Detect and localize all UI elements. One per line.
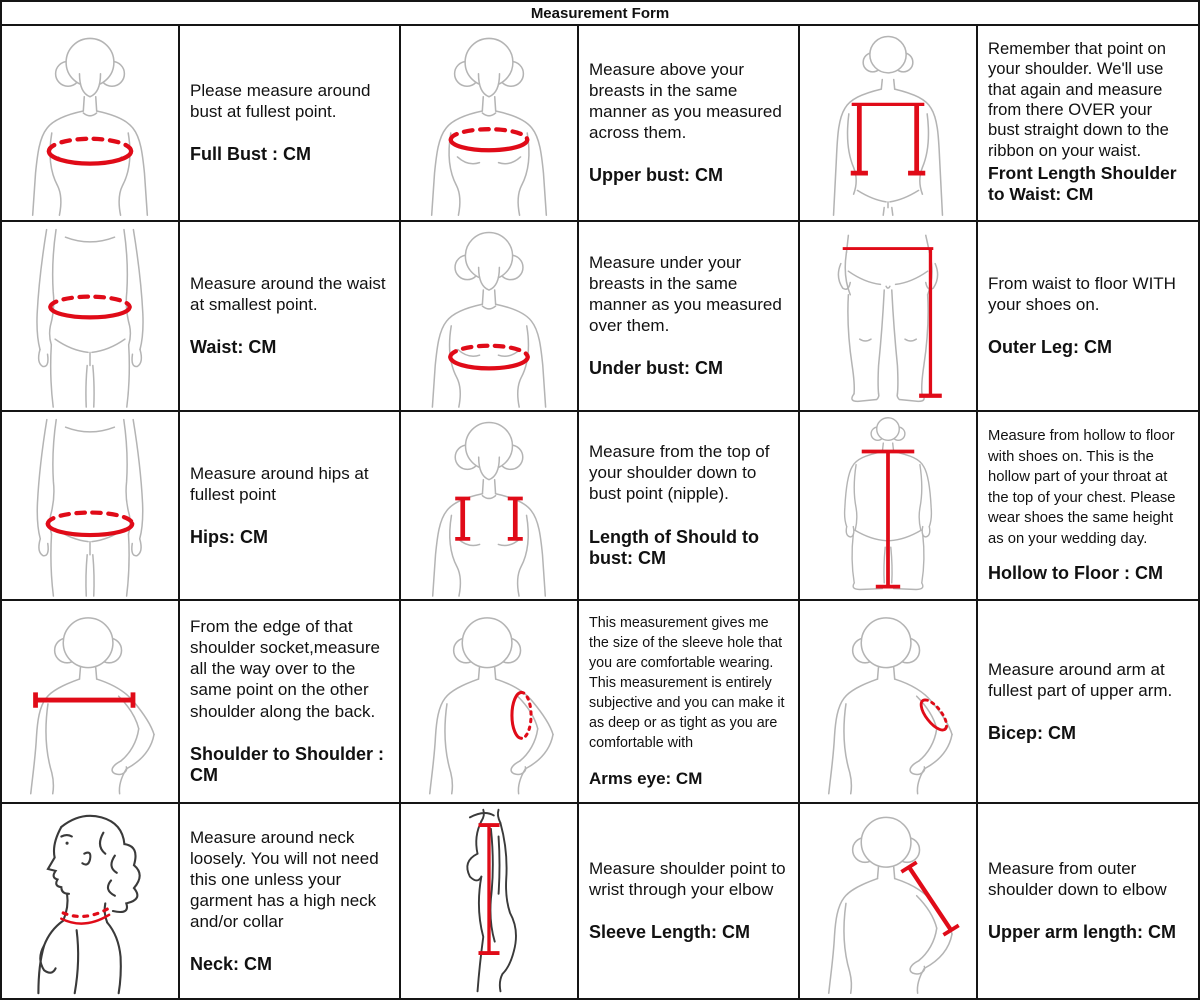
- arms-eye-instruction-cell: [579, 601, 800, 804]
- measurement-label: Shoulder to Shoulder : CM: [190, 743, 384, 786]
- measurement-description: Measure shoulder point to wrist through your elbow: [589, 859, 786, 900]
- waist-instruction-cell: [180, 222, 401, 412]
- front-length-figure: [800, 26, 978, 222]
- measurement-label: Hips: CM: [190, 526, 268, 547]
- measurement-description: This measurement gives me the size of the sleeve hole that you are comfortable wearing. This measurement is entirely subjective and you can make it as deep or as tight as you are comfortable with: [589, 615, 785, 752]
- bicep-instruction-cell: [978, 601, 1198, 804]
- hips-figure: [2, 412, 180, 601]
- measurement-label: Length of Should to bust: CM: [589, 526, 759, 569]
- measurement-label: Waist: CM: [190, 337, 277, 358]
- measurement-description: Measure around neck loosely. You will not need this one unless your garment has a high neck and/or collar: [190, 827, 379, 931]
- measurement-label: Outer Leg: CM: [988, 337, 1112, 358]
- measurement-label: Neck: CM: [190, 953, 273, 974]
- sleeve-length-instruction-cell: [579, 804, 800, 998]
- measurement-description: Measure from outer shoulder down to elbow: [988, 859, 1167, 900]
- under-bust-instruction-cell: [579, 222, 800, 412]
- full-bust-figure: [2, 26, 180, 222]
- measurement-description: Measure above your breasts in the same manner as you measured across them.: [589, 60, 782, 143]
- bicep-figure: [800, 601, 978, 804]
- upper-arm-length-instruction-cell: [978, 804, 1198, 998]
- form-title: Measurement Form: [2, 2, 1198, 26]
- measurement-description: From waist to floor WITH your shoes on.: [988, 274, 1176, 315]
- measurement-label: Bicep: CM: [988, 722, 1077, 743]
- measurement-description: Measure around arm at fullest part of upper arm.: [988, 659, 1173, 700]
- sleeve-length-figure: [401, 804, 579, 998]
- shoulder-to-bust-figure: [401, 412, 579, 601]
- hips-instruction-cell: [180, 412, 401, 601]
- arms-eye-figure: [401, 601, 579, 804]
- measurement-label: Upper arm length: CM: [988, 922, 1177, 943]
- hollow-to-floor-instruction-cell: [978, 412, 1198, 601]
- measurement-grid: [2, 26, 1198, 998]
- outer-leg-figure: [800, 222, 978, 412]
- measurement-label: Arms eye: CM: [589, 769, 703, 789]
- measurement-description: Measure around the waist at smallest point.: [190, 274, 386, 315]
- measurement-description: From the edge of that shoulder socket,measure all the way over to the same point on the other shoulder along the back.: [190, 617, 380, 721]
- measurement-label: Front Length Shoulder to Waist: CM: [988, 163, 1177, 205]
- front-length-instruction-cell: [978, 26, 1198, 222]
- measurement-label: Sleeve Length: CM: [589, 922, 751, 943]
- measurement-description: Measure from the top of your shoulder down to bust point (nipple).: [589, 442, 770, 504]
- measurement-label: Hollow to Floor : CM: [988, 562, 1163, 583]
- outer-leg-instruction-cell: [978, 222, 1198, 412]
- waist-figure: [2, 222, 180, 412]
- measurement-description: Measure from hollow to floor with shoes on. This is the hollow part of your throat at the top of your chest. Please wear shoes the same height as on your wedding day.: [988, 428, 1176, 547]
- measurement-description: Measure under your breasts in the same manner as you measured over them.: [589, 253, 782, 336]
- full-bust-instruction-cell: [180, 26, 401, 222]
- measurement-description: Remember that point on your shoulder. We'll use that again and measure from there OVER your bust straight down to the ribbon on your waist.: [988, 38, 1169, 160]
- measurement-label: Full Bust : CM: [190, 144, 311, 165]
- shoulder-to-shoulder-figure: [2, 601, 180, 804]
- measurement-description: Please measure around bust at fullest point.: [190, 81, 371, 122]
- neck-instruction-cell: [180, 804, 401, 998]
- upper-bust-figure: [401, 26, 579, 222]
- under-bust-figure: [401, 222, 579, 412]
- upper-bust-instruction-cell: [579, 26, 800, 222]
- hollow-to-floor-figure: [800, 412, 978, 601]
- measurement-description: Measure around hips at fullest point: [190, 463, 369, 504]
- measurement-label: Under bust: CM: [589, 358, 723, 379]
- neck-figure: [2, 804, 180, 998]
- measurement-label: Upper bust: CM: [589, 165, 723, 186]
- shoulder-to-shoulder-instruction-cell: [180, 601, 401, 804]
- upper-arm-length-figure: [800, 804, 978, 998]
- shoulder-to-bust-instruction-cell: [579, 412, 800, 601]
